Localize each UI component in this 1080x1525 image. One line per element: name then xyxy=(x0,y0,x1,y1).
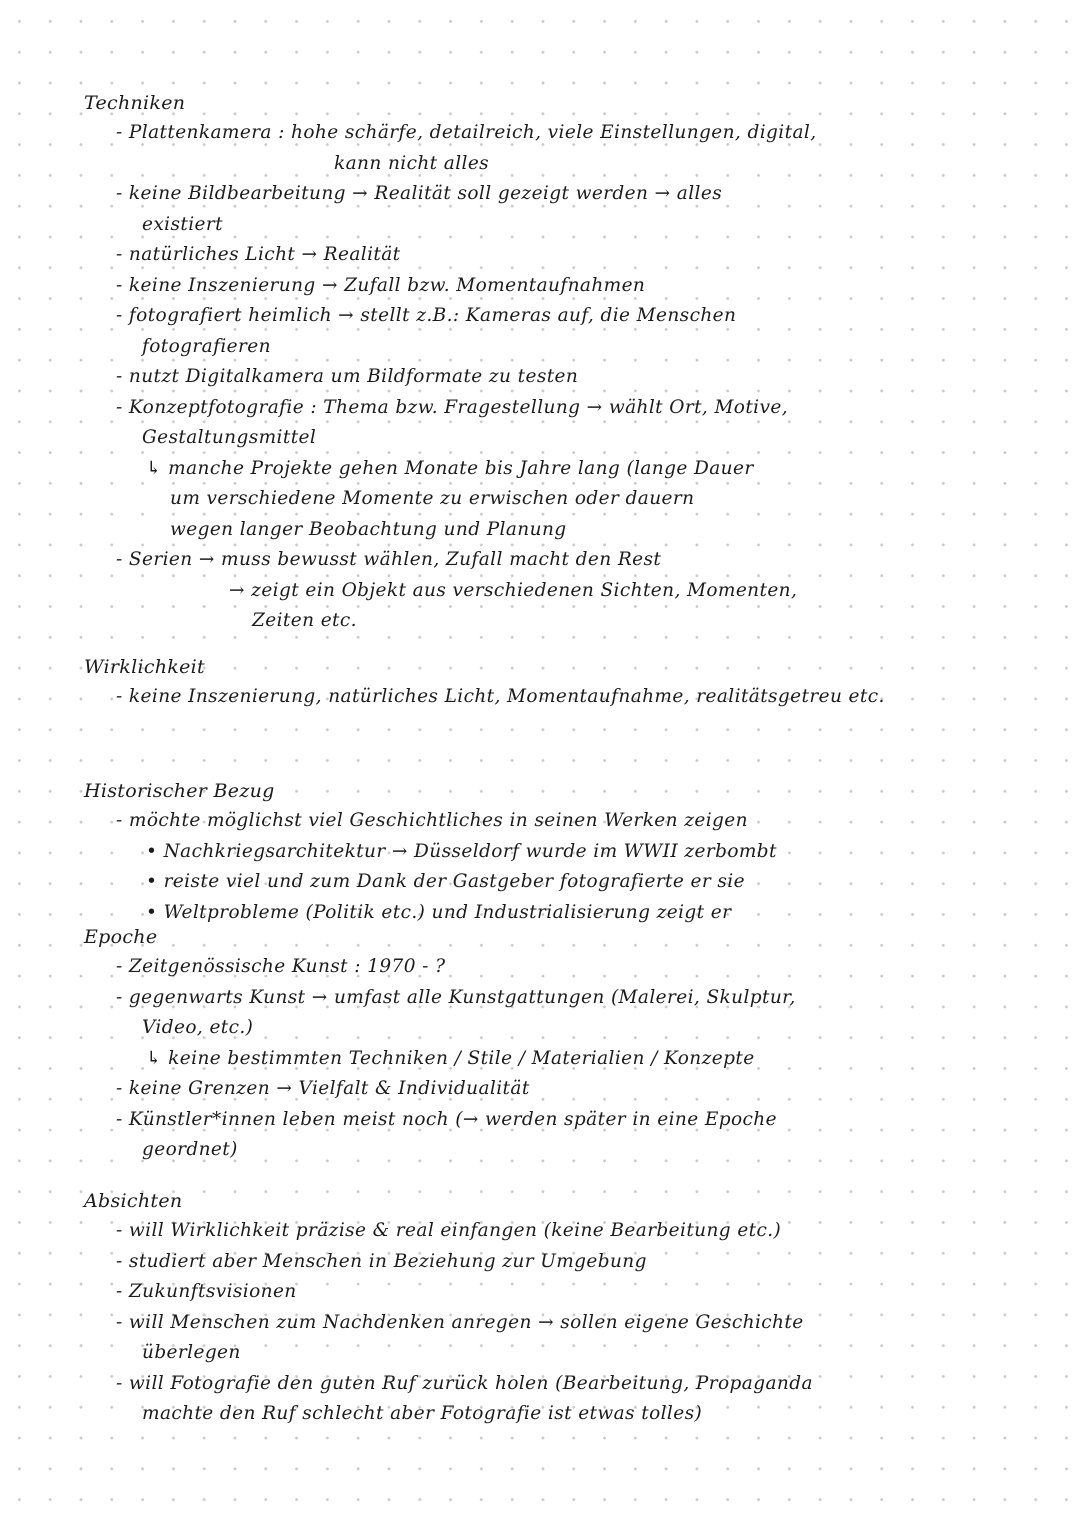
note-line: - keine Inszenierung → Zufall bzw. Momentaufnahmen xyxy=(116,274,646,296)
note-line: geordnet) xyxy=(142,1139,238,1160)
note-line: - Künstler*innen leben meist noch (→ werden später in eine Epoche xyxy=(116,1108,777,1130)
note-line: überlegen xyxy=(142,1342,241,1363)
note-line: - natürliches Licht → Realität xyxy=(116,244,401,265)
note-line: • reiste viel und zum Dank der Gastgeber fotografierte er sie xyxy=(146,871,745,892)
note-line: - keine Grenzen → Vielfalt & Individualität xyxy=(116,1078,530,1099)
section-heading: Absichten xyxy=(84,1190,183,1212)
note-line: existiert xyxy=(142,213,223,235)
note-line: - studiert aber Menschen in Beziehung zur Umgebung xyxy=(116,1250,647,1272)
note-line: - will Wirklichkeit präzise & real einfangen (keine Bearbeitung etc.) xyxy=(116,1220,782,1241)
note-line: - gegenwarts Kunst → umfast alle Kunstgattungen (Malerei, Skulptur, xyxy=(116,986,796,1008)
note-line: → zeigt ein Objekt aus verschiedenen Sichten, Momenten, xyxy=(229,579,798,601)
note-line: Gestaltungsmittel xyxy=(142,427,317,448)
note-line: - keine Bildbearbeitung → Realität soll gezeigt werden → alles xyxy=(116,183,723,204)
note-line: wegen langer Beobachtung und Planung xyxy=(170,518,567,540)
section-epoche xyxy=(84,922,1034,1166)
note-line: - Plattenkamera : hohe schärfe, detailreich, viele Einstellungen, digital, xyxy=(116,122,817,143)
note-line: ↳ manche Projekte gehen Monate bis Jahre lang (lange Dauer xyxy=(146,457,754,479)
section-heading: Wirklichkeit xyxy=(84,656,205,678)
note-line: - will Menschen zum Nachdenken anregen → sollen eigene Geschichte xyxy=(116,1311,804,1333)
note-line: um verschiedene Momente zu erwischen oder dauern xyxy=(170,488,695,509)
section-heading: Historischer Bezug xyxy=(84,780,275,802)
section-wirklichkeit xyxy=(84,652,1034,713)
note-line: - Konzeptfotografie : Thema bzw. Fragestellung → wählt Ort, Motive, xyxy=(116,396,788,418)
section-historischer-bezug xyxy=(84,776,1034,928)
section-techniken xyxy=(84,88,1034,637)
section-heading: Epoche xyxy=(84,926,158,948)
section-absichten xyxy=(84,1186,1034,1430)
note-line: - Zukunftsvisionen xyxy=(116,1281,297,1302)
note-line: - will Fotografie den guten Ruf zurück holen (Bearbeitung, Propaganda xyxy=(116,1372,813,1394)
note-line: Video, etc.) xyxy=(142,1017,254,1038)
note-line: • Weltprobleme (Politik etc.) und Industrialisierung zeigt er xyxy=(146,901,732,923)
note-line: - fotografiert heimlich → stellt z.B.: Kameras auf, die Menschen xyxy=(116,305,737,326)
note-line: - keine Inszenierung, natürliches Licht, Momentaufnahme, realitätsgetreu etc. xyxy=(116,686,885,707)
note-line: ↳ keine bestimmten Techniken / Stile / Materialien / Konzepte xyxy=(146,1047,755,1069)
note-line: machte den Ruf schlecht aber Fotografie ist etwas tolles) xyxy=(142,1403,703,1424)
section-heading: Techniken xyxy=(84,92,186,114)
note-line: - nutzt Digitalkamera um Bildformate zu testen xyxy=(116,366,579,387)
note-line: - Serien → muss bewusst wählen, Zufall macht den Rest xyxy=(116,549,662,570)
note-line: - möchte möglichst viel Geschichtliches in seinen Werken zeigen xyxy=(116,810,748,831)
note-line: kann nicht alles xyxy=(334,152,490,174)
note-line: - Zeitgenössische Kunst : 1970 - ? xyxy=(116,956,446,977)
note-line: Zeiten etc. xyxy=(252,610,357,631)
note-line: • Nachkriegsarchitektur → Düsseldorf wurde im WWII zerbombt xyxy=(146,840,777,862)
note-line: fotografieren xyxy=(142,335,271,357)
